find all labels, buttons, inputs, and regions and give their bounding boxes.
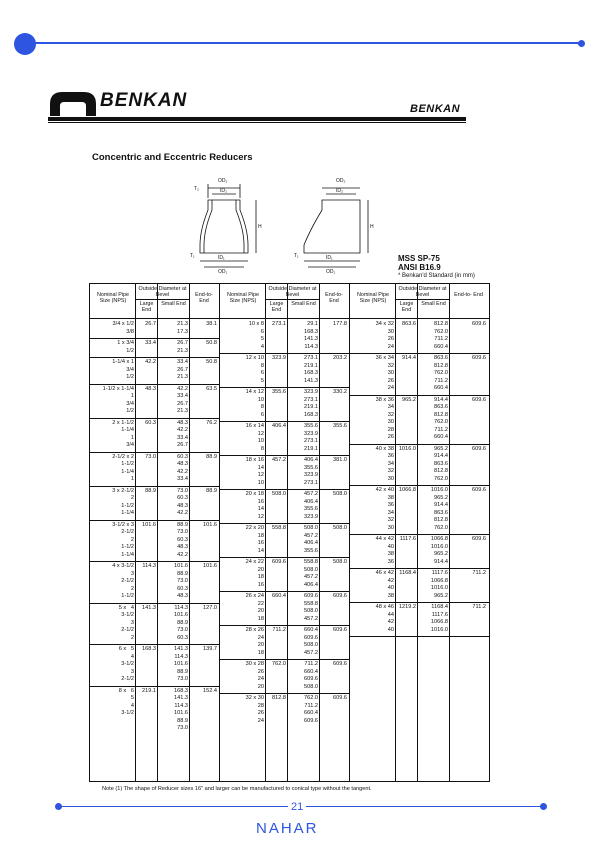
row-rule (90, 338, 220, 339)
small-end-cell: 273.1 219.1 168.3 141.3 (304, 355, 318, 384)
end-to-end-cell: 508.0 (333, 525, 347, 531)
row-rule (220, 557, 350, 558)
row-rule (220, 659, 350, 660)
end-to-end-cell: 711.2 (472, 570, 486, 576)
end-to-end-cell: 609.6 (333, 695, 347, 701)
row-rule (350, 395, 489, 396)
row-rule (350, 485, 489, 486)
header-nominal: Nominal Pipe Size (NPS) (96, 292, 130, 304)
large-end-cell: 33.4 (145, 340, 156, 346)
end-to-end-cell: 177.8 (333, 321, 347, 327)
large-end-cell: 406.4 (272, 423, 286, 429)
end-to-end-cell: 203.2 (333, 355, 347, 361)
row-rule (220, 455, 350, 456)
label-id2: ID₂ (220, 188, 227, 194)
end-to-end-cell: 609.6 (472, 487, 486, 493)
header-nominal: Nominal Pipe Size (NPS) (226, 292, 260, 304)
nps-cell: 4 x 3-1/2 3 2-1/2 2 1-1/2 (112, 563, 134, 599)
nps-cell: 8 x 6 5 4 3-1/2 (118, 687, 134, 716)
standard-note: * Benkan'd Standard (in mm) (398, 273, 475, 279)
small-end-cell: 558.8 508.0 457.2 406.4 (304, 559, 318, 588)
large-end-cell: 457.2 (272, 457, 286, 463)
row-rule (90, 603, 220, 604)
top-dot-right (578, 40, 585, 47)
large-end-cell: 219.1 (142, 687, 156, 694)
small-end-cell: 21.3 17.3 (177, 321, 188, 335)
nps-cell: 32 x 30 28 26 24 (245, 695, 264, 724)
end-to-end-cell: 101.6 (203, 563, 217, 569)
end-to-end-cell: 76.2 (206, 419, 217, 426)
header-large-end: Large End (399, 301, 414, 313)
header-outside-diameter: Outside Diameter at Bevel (268, 286, 317, 298)
label-id1: ID₁ (218, 255, 225, 261)
end-to-end-cell: 330.2 (333, 389, 347, 395)
nps-cell: 26 x 24 22 20 18 (245, 593, 264, 622)
end-to-end-cell: 609.6 (333, 627, 347, 633)
row-rule (90, 486, 220, 487)
end-to-end-cell: 139.7 (203, 646, 217, 652)
row-rule (220, 523, 350, 524)
small-end-cell: 141.3 114.3 101.6 88.9 73.0 (174, 646, 188, 682)
nps-cell: 46 x 42 42 40 38 (375, 570, 394, 599)
header-small-end: Small End (291, 301, 316, 307)
nps-cell: 3/4 x 1/2 3/8 (112, 321, 134, 335)
large-end-cell: 1016.0 (398, 445, 416, 452)
label-od1: OD₁ (218, 269, 228, 275)
large-end-cell: 711.2 (272, 627, 286, 633)
row-rule (220, 489, 350, 490)
end-to-end-cell: 381.0 (333, 457, 347, 463)
header-rule (90, 318, 220, 319)
standard-ansi: ANSI B16.9 (398, 263, 441, 272)
header-outside-diameter: Outside Diameter at Bevel (398, 286, 447, 298)
row-rule (90, 418, 220, 419)
end-to-end-cell: 609.6 (472, 355, 486, 361)
header-end-to-end: End-to- End (454, 292, 483, 298)
header-rule (220, 318, 350, 319)
small-end-cell: 660.4 609.6 508.0 457.2 (304, 627, 318, 656)
end-to-end-cell: 152.4 (203, 687, 217, 694)
nps-cell: 3 x 2-1/2 2 1-1/2 1-1/4 (112, 487, 134, 516)
large-end-cell: 168.3 (142, 646, 156, 652)
nps-cell: 24 x 22 20 18 16 (245, 559, 264, 588)
row-rule (350, 568, 489, 569)
nps-cell: 20 x 18 16 14 12 (245, 491, 264, 520)
header-subrule (395, 299, 449, 300)
large-end-cell: 114.3 (142, 563, 156, 569)
top-dot-left (14, 33, 36, 55)
row-rule (90, 644, 220, 645)
brand-name: BENKAN (100, 90, 188, 111)
row-rule (350, 534, 489, 535)
large-end-cell: 323.9 (272, 355, 286, 361)
nps-cell: 48 x 46 44 42 40 (375, 604, 394, 633)
nps-cell: 18 x 16 14 12 10 (245, 457, 264, 486)
small-end-cell: 914.4 863.6 812.8 762.0 711.2 660.4 (434, 396, 448, 440)
nps-cell: 5 x 4 3-1/2 3 2-1/2 2 (118, 604, 134, 641)
nps-cell: 6 x 5 4 3-1/2 3 2-1/2 (118, 646, 134, 682)
large-end-cell: 26.7 (145, 321, 156, 327)
large-end-cell: 273.1 (272, 321, 286, 327)
row-rule (350, 636, 489, 637)
small-end-cell: 26.7 21.3 (177, 340, 188, 354)
large-end-cell: 1117.6 (399, 536, 416, 542)
header-rule-thick (48, 117, 466, 121)
end-to-end-cell: 609.6 (333, 593, 347, 599)
row-rule (350, 444, 489, 445)
row-rule (220, 387, 350, 388)
end-to-end-cell: 609.6 (472, 445, 486, 452)
end-to-end-cell: 609.6 (472, 321, 486, 327)
reducer-dimension-table (89, 283, 490, 782)
page-title: Concentric and Eccentric Reducers (92, 152, 253, 163)
small-end-cell: 101.6 88.9 73.0 60.3 48.3 (174, 563, 188, 599)
row-rule (90, 384, 220, 385)
small-end-cell: 1016.0 965.2 914.4 863.6 812.8 762.0 (430, 487, 448, 531)
row-rule (90, 561, 220, 562)
end-to-end-cell: 711.2 (472, 604, 486, 610)
small-end-cell: 88.9 73.0 60.3 48.3 42.2 (177, 521, 188, 558)
small-end-cell: 406.4 355.6 323.9 273.1 (304, 457, 318, 486)
header-small-end: Small End (421, 301, 446, 307)
end-to-end-cell: 127.0 (203, 604, 217, 611)
nps-cell: 22 x 20 18 16 14 (245, 525, 264, 554)
header-rule-thin (48, 122, 466, 123)
label-t1-ecc: T₁ (294, 253, 299, 259)
row-rule (220, 353, 350, 354)
eccentric-reducer-outline (304, 200, 360, 253)
row-rule (350, 353, 489, 354)
large-end-cell: 1066.8 (398, 487, 416, 493)
header-outside-diameter: Outside Diameter at Bevel (138, 286, 187, 298)
header-large-end: Large End (139, 301, 154, 313)
large-end-cell: 1168.4 (399, 570, 416, 576)
small-end-cell: 48.3 42.2 33.4 26.7 (177, 419, 188, 448)
small-end-cell: 60.3 48.3 42.2 33.4 (177, 453, 188, 482)
header-subrule (265, 299, 319, 300)
label-od2-ecc: OD₂ (336, 178, 346, 184)
footer-dot-right (540, 803, 547, 810)
nps-cell: 14 x 12 10 8 6 (245, 389, 264, 418)
header-nominal: Nominal Pipe Size (NPS) (356, 292, 390, 304)
header-large-end: Large End (269, 301, 284, 313)
large-end-cell: 812.8 (272, 695, 286, 701)
end-to-end-cell: 88.9 (206, 487, 217, 494)
header-subrule (135, 299, 189, 300)
label-h-ecc: H (370, 224, 374, 230)
large-end-cell: 73.0 (145, 453, 156, 460)
benkan-logo-icon (48, 88, 98, 118)
end-to-end-cell: 609.6 (472, 536, 486, 542)
concentric-reducer-outline (200, 200, 248, 253)
small-end-cell: 42.2 33.4 26.7 21.3 (177, 385, 188, 414)
large-end-cell: 355.6 (272, 389, 286, 395)
small-end-cell: 33.4 26.7 21.3 (177, 359, 188, 380)
nps-cell: 1-1/4 x 1 3/4 1/2 (112, 359, 134, 380)
small-end-cell: 168.3 141.3 114.3 101.6 88.9 73.0 (174, 687, 188, 731)
small-end-cell: 29.1 168.3 141.3 114.3 (304, 321, 318, 350)
standard-mss: MSS SP-75 (398, 254, 440, 263)
label-id2-ecc: ID₂ (336, 188, 343, 194)
label-t1: T₁ (190, 253, 195, 259)
row-rule (220, 421, 350, 422)
large-end-cell: 558.8 (272, 525, 286, 531)
reducer-diagrams (190, 170, 380, 275)
nps-cell: 38 x 36 34 32 30 28 26 (375, 396, 394, 440)
end-to-end-cell: 38.1 (206, 321, 217, 327)
large-end-cell: 863.6 (402, 321, 416, 327)
header-rule (350, 318, 489, 319)
small-end-cell: 114.3 101.6 88.9 73.0 60.3 (174, 604, 188, 641)
small-end-cell: 457.2 406.4 355.6 323.9 (304, 491, 318, 520)
large-end-cell: 660.4 (272, 593, 286, 599)
large-end-cell: 88.9 (145, 487, 156, 494)
standards (398, 254, 441, 272)
small-end-cell: 355.6 323.9 273.1 219.1 (304, 423, 318, 452)
small-end-cell: 711.2 660.4 609.6 508.0 (304, 661, 318, 690)
row-rule (220, 693, 350, 694)
end-to-end-cell: 508.0 (333, 491, 347, 497)
nps-cell: 10 x 8 6 5 4 (248, 321, 264, 350)
nps-cell: 3-1/2 x 3 2-1/2 2 1-1/2 1-1/4 (112, 521, 134, 558)
small-end-cell: 323.9 273.1 219.1 168.3 (304, 389, 318, 418)
nps-cell: 30 x 28 26 24 20 (245, 661, 264, 690)
row-rule (90, 452, 220, 453)
end-to-end-cell: 88.9 (206, 453, 217, 460)
label-t2: T₂ (194, 186, 199, 192)
small-end-cell: 508.0 457.2 406.4 355.6 (304, 525, 318, 554)
end-to-end-cell: 50.8 (206, 359, 217, 365)
large-end-cell: 48.3 (145, 385, 156, 392)
small-end-cell: 1066.8 1016.0 965.2 914.4 (430, 536, 448, 565)
row-rule (90, 686, 220, 687)
company-name: NAHAR (256, 820, 319, 837)
large-end-cell: 508.0 (272, 491, 286, 497)
nps-cell: 16 x 14 12 10 8 (245, 423, 264, 452)
end-to-end-cell: 609.6 (472, 396, 486, 403)
footnote: Note (1) The shape of Reducer sizes 16" and larger can be manufactured to conical type without the tangent. (102, 786, 372, 792)
large-end-cell: 965.2 (402, 396, 416, 403)
end-to-end-cell: 50.8 (206, 340, 217, 346)
row-rule (220, 591, 350, 592)
row-rule (350, 602, 489, 603)
large-end-cell: 141.3 (142, 604, 156, 611)
large-end-cell: 1219.2 (398, 604, 416, 610)
nps-cell: 42 x 40 38 36 34 32 30 (375, 487, 394, 531)
end-to-end-cell: 508.0 (333, 559, 347, 565)
small-end-cell: 812.8 762.0 711.2 660.4 (434, 321, 448, 350)
small-end-cell: 73.0 60.3 48.3 42.2 (177, 487, 188, 516)
nps-cell: 1-1/2 x 1-1/4 1 3/4 1/2 (102, 385, 134, 414)
nps-cell: 28 x 26 24 20 18 (245, 627, 264, 656)
header-end-to-end: End-to- End (325, 292, 343, 304)
end-to-end-cell: 609.6 (333, 661, 347, 667)
nps-cell: 12 x 10 8 6 5 (245, 355, 264, 384)
row-rule (90, 357, 220, 358)
label-h: H (258, 224, 262, 230)
large-end-cell: 60.3 (145, 419, 156, 426)
nps-cell: 36 x 34 32 30 26 24 (375, 355, 394, 391)
nps-cell: 40 x 38 36 34 32 30 (375, 445, 394, 482)
small-end-cell: 1117.6 1066.8 1016.0 965.2 (430, 570, 448, 599)
label-id1-ecc: ID₁ (326, 255, 333, 261)
end-to-end-cell: 355.6 (333, 423, 347, 429)
small-end-cell: 965.2 914.4 863.6 812.8 762.0 (434, 445, 448, 482)
small-end-cell: 863.6 812.8 762.0 711.2 660.4 (434, 355, 448, 391)
large-end-cell: 101.6 (142, 521, 156, 528)
row-rule (220, 625, 350, 626)
label-od2: OD₂ (218, 178, 228, 184)
nps-cell: 2 x 1-1/2 1-1/4 1 3/4 (112, 419, 134, 448)
header-small-end: Small End (161, 301, 186, 307)
label-od1-ecc: OD₁ (326, 269, 336, 275)
small-end-cell: 1168.4 1117.6 1066.8 1016.0 (430, 604, 448, 633)
footer-dot-left (55, 803, 62, 810)
nps-cell: 2-1/2 x 2 1-1/2 1-1/4 1 (112, 453, 134, 482)
large-end-cell: 42.2 (145, 359, 156, 365)
large-end-cell: 762.0 (272, 661, 286, 667)
large-end-cell: 609.6 (272, 559, 286, 565)
brand-name-small: BENKAN (410, 103, 461, 115)
end-to-end-cell: 101.6 (203, 521, 217, 528)
large-end-cell: 914.4 (402, 355, 416, 361)
nps-cell: 1 x 3/4 1/2 (117, 340, 134, 354)
small-end-cell: 762.0 711.2 660.4 609.6 (304, 695, 318, 724)
nps-cell: 34 x 32 30 26 24 (375, 321, 394, 350)
small-end-cell: 609.6 558.8 508.0 457.2 (304, 593, 318, 622)
row-rule (90, 520, 220, 521)
end-to-end-cell: 63.5 (206, 385, 217, 392)
header-end-to-end: End-to- End (195, 292, 213, 304)
top-rule (26, 42, 582, 44)
page-number: 21 (288, 801, 306, 813)
nps-cell: 44 x 42 40 38 36 (375, 536, 394, 565)
